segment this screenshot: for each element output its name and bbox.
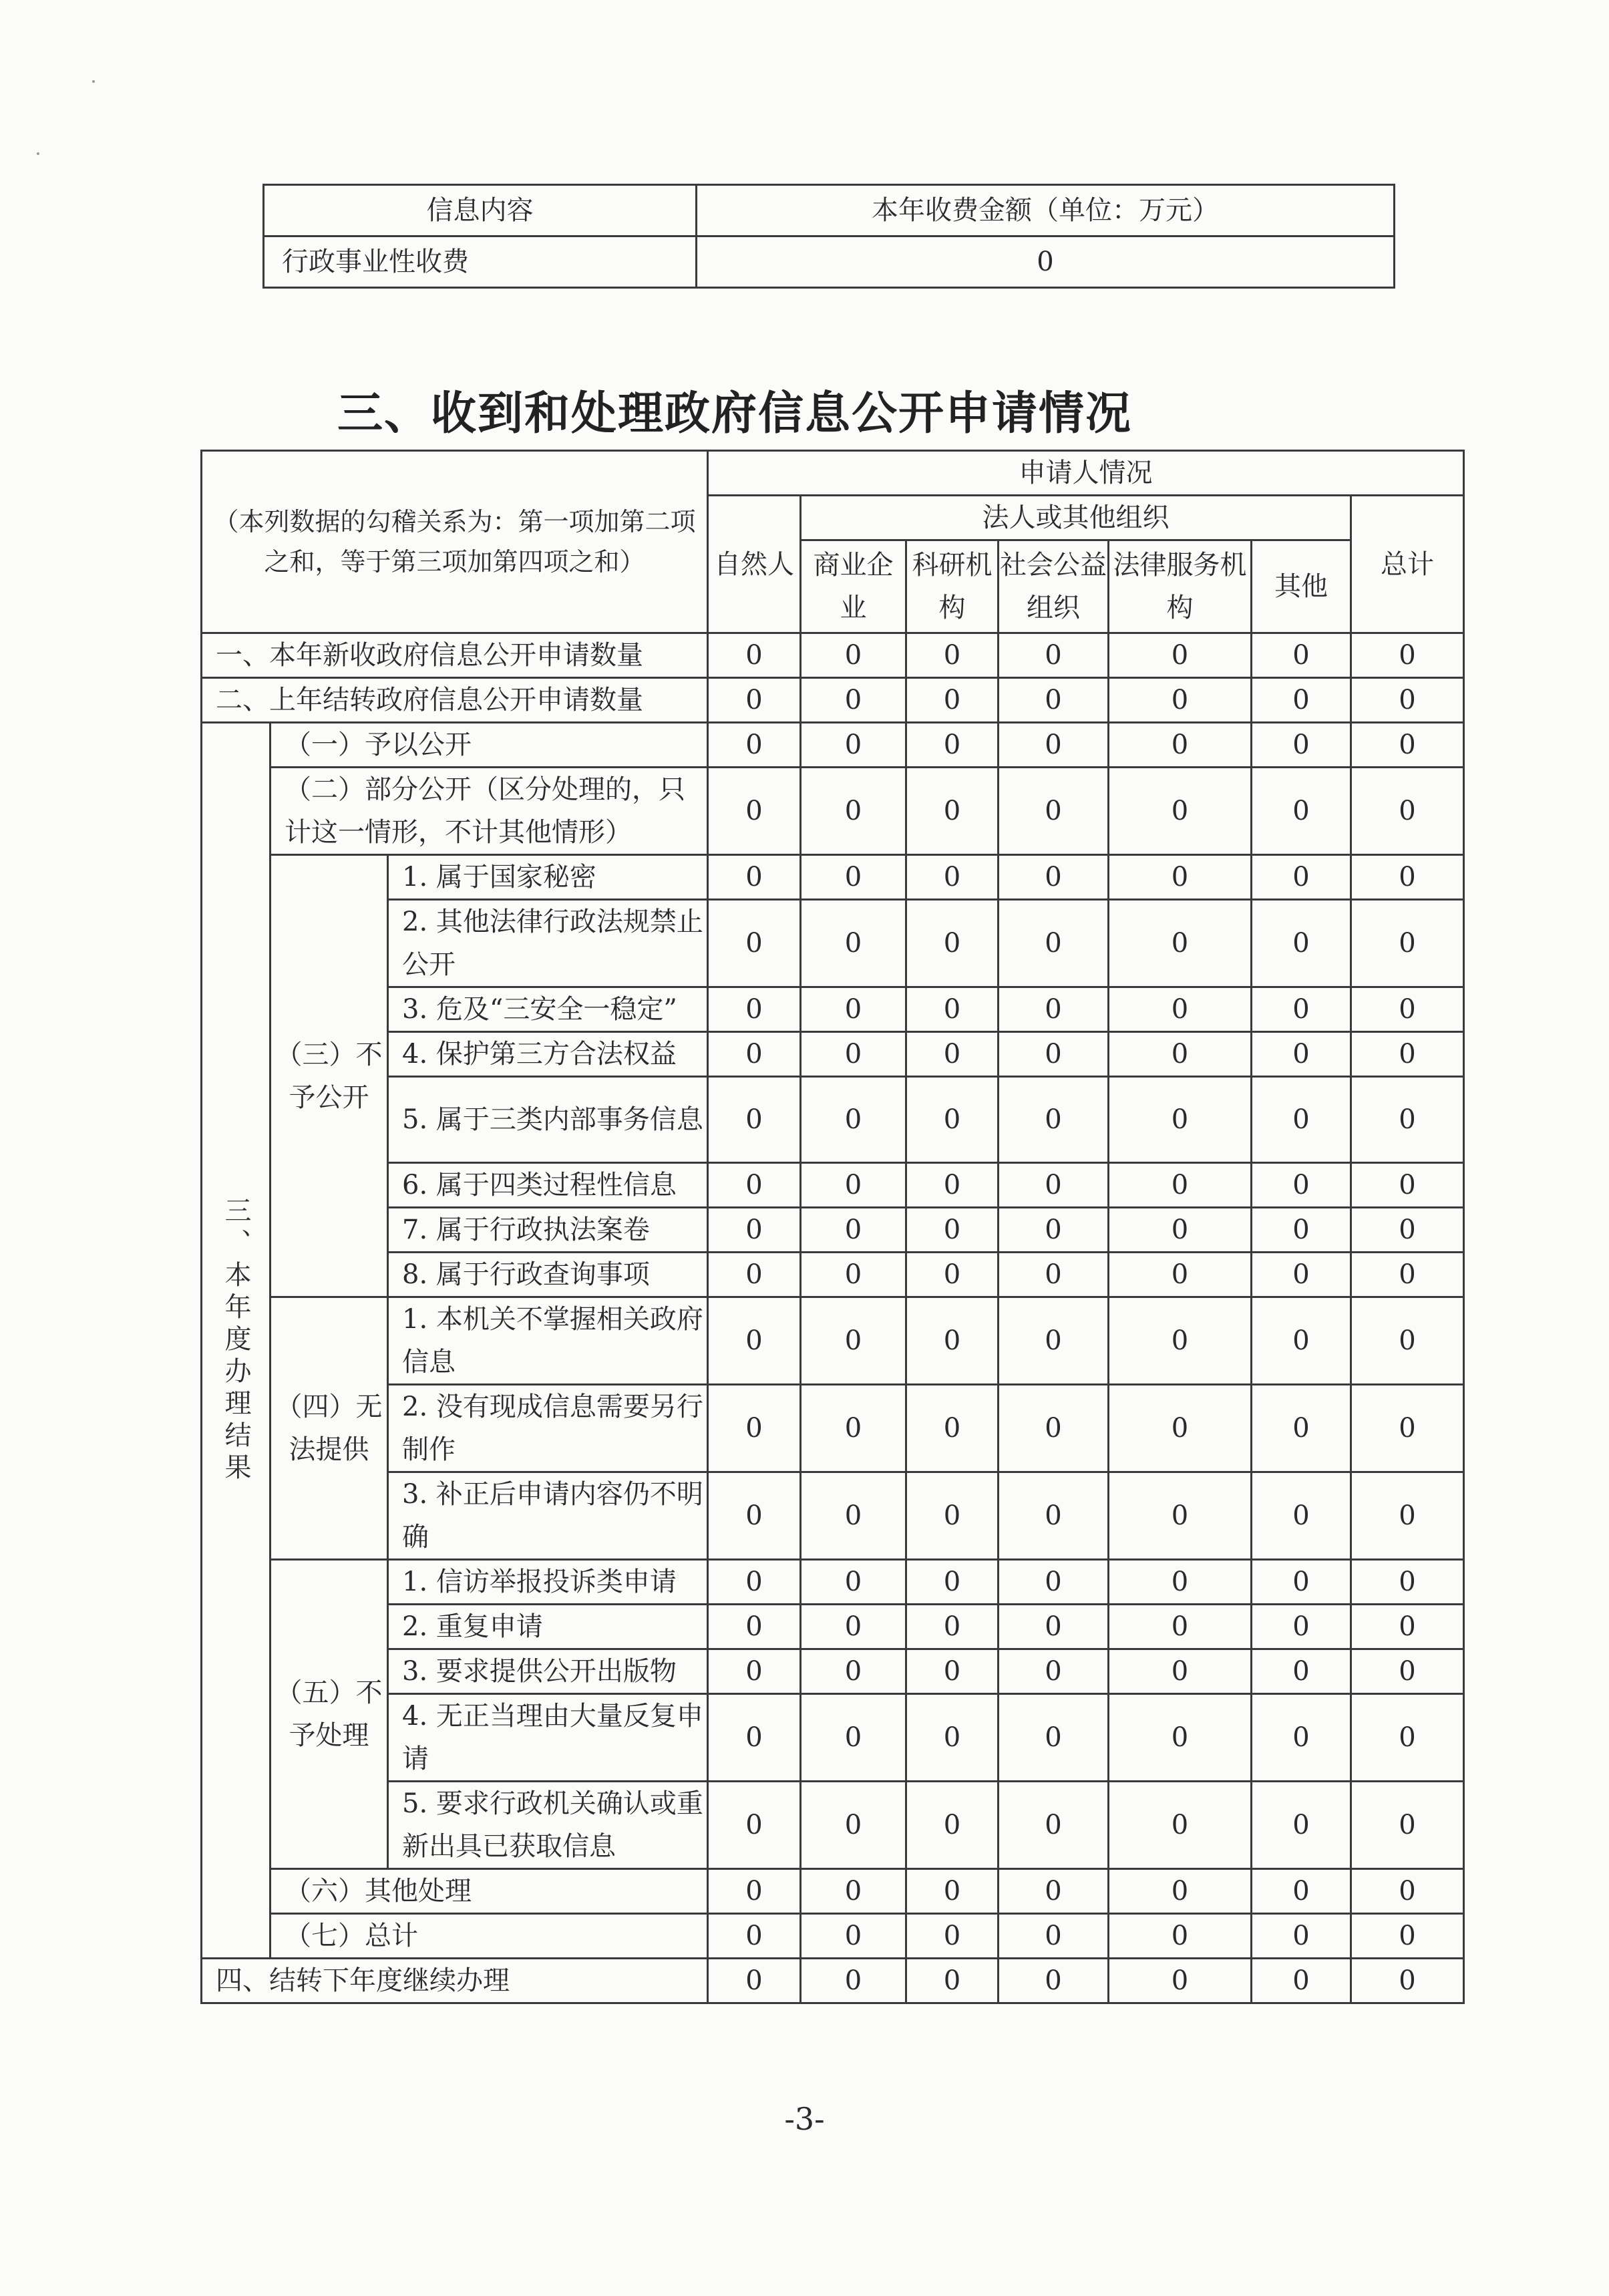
row-value: 0 <box>906 987 999 1032</box>
row-value: 0 <box>1351 1032 1464 1077</box>
row-value: 0 <box>906 1253 999 1297</box>
row-value: 0 <box>1252 987 1351 1032</box>
row-label: （七）总计 <box>271 1914 708 1959</box>
table-row <box>202 1914 1464 1959</box>
row-value: 0 <box>708 768 801 855</box>
row-value: 0 <box>801 1959 906 2003</box>
row-value: 0 <box>906 1560 999 1605</box>
row-value: 0 <box>708 1694 801 1782</box>
col-header-natural-person: 自然人 <box>708 496 801 633</box>
row-value: 0 <box>708 1869 801 1914</box>
group-not-disclosed: （三）不予公开 <box>271 855 388 1297</box>
row-label: 四、结转下年度继续办理 <box>202 1959 708 2003</box>
row-value: 0 <box>1109 768 1252 855</box>
row-value: 0 <box>801 1163 906 1208</box>
row-label: 2. 其他法律行政法规禁止公开 <box>388 900 708 987</box>
row-value: 0 <box>801 900 906 987</box>
row-label: 4. 保护第三方合法权益 <box>388 1032 708 1077</box>
table-row <box>202 855 1464 900</box>
row-label: （六）其他处理 <box>271 1869 708 1914</box>
row-value: 0 <box>708 678 801 723</box>
scan-speck <box>37 152 39 155</box>
row-label: 5. 要求行政机关确认或重新出具已获取信息 <box>388 1782 708 1869</box>
row-value: 0 <box>1252 1694 1351 1782</box>
table-row <box>202 1253 1464 1297</box>
row-value: 0 <box>1252 1605 1351 1649</box>
row-value: 0 <box>1109 1385 1252 1472</box>
row-value: 0 <box>801 1869 906 1914</box>
application-stats-table <box>200 450 1465 2004</box>
row-value: 0 <box>1351 1605 1464 1649</box>
row-value: 0 <box>999 1560 1109 1605</box>
row-value: 0 <box>906 1472 999 1560</box>
row-value: 0 <box>1252 1560 1351 1605</box>
row-value: 0 <box>1351 1694 1464 1782</box>
row-value: 0 <box>1109 900 1252 987</box>
row-value: 0 <box>999 1694 1109 1782</box>
row-value: 0 <box>1252 1297 1351 1385</box>
row-value: 0 <box>999 633 1109 678</box>
row-label: 8. 属于行政查询事项 <box>388 1253 708 1297</box>
row-value: 0 <box>708 1208 801 1253</box>
group-unable-to-provide: （四）无法提供 <box>271 1297 388 1560</box>
row-value: 0 <box>708 1914 801 1959</box>
group-annual-results: 三、本年度办理结果 <box>202 723 271 1959</box>
row-value: 0 <box>708 1385 801 1472</box>
row-value: 0 <box>1252 1782 1351 1869</box>
row-value: 0 <box>999 987 1109 1032</box>
row-value: 0 <box>906 1694 999 1782</box>
table-row <box>202 1032 1464 1077</box>
row-value: 0 <box>999 1605 1109 1649</box>
row-value: 0 <box>999 1385 1109 1472</box>
row-value: 0 <box>999 1472 1109 1560</box>
applicant-header: 申请人情况 <box>708 451 1464 496</box>
row-value: 0 <box>1252 855 1351 900</box>
row-value: 0 <box>801 1649 906 1694</box>
row-value: 0 <box>1252 678 1351 723</box>
row-value: 0 <box>1252 723 1351 768</box>
row-value: 0 <box>801 1694 906 1782</box>
row-label: 一、本年新收政府信息公开申请数量 <box>202 633 708 678</box>
col-header-social: 社会公益组织 <box>999 540 1109 633</box>
row-value: 0 <box>1351 1163 1464 1208</box>
row-value: 0 <box>1252 1914 1351 1959</box>
row-value: 0 <box>906 1959 999 2003</box>
col-header-research: 科研机构 <box>906 540 999 633</box>
table-row <box>202 633 1464 678</box>
row-value: 0 <box>906 678 999 723</box>
table-row <box>202 900 1464 987</box>
row-value: 0 <box>1109 987 1252 1032</box>
row-value: 0 <box>1109 1472 1252 1560</box>
row-value: 0 <box>906 768 999 855</box>
row-value: 0 <box>1351 1914 1464 1959</box>
row-value: 0 <box>1109 1297 1252 1385</box>
row-value: 0 <box>801 855 906 900</box>
row-value: 0 <box>708 1959 801 2003</box>
table-row <box>202 987 1464 1032</box>
row-value: 0 <box>1109 1914 1252 1959</box>
row-value: 0 <box>906 855 999 900</box>
row-label: 1. 信访举报投诉类申请 <box>388 1560 708 1605</box>
row-label: 3. 要求提供公开出版物 <box>388 1649 708 1694</box>
row-value: 0 <box>999 1163 1109 1208</box>
row-value: 0 <box>1109 1163 1252 1208</box>
row-value: 0 <box>801 633 906 678</box>
row-value: 0 <box>1351 1385 1464 1472</box>
row-value: 0 <box>708 1077 801 1163</box>
row-label: 6. 属于四类过程性信息 <box>388 1163 708 1208</box>
row-value: 0 <box>801 723 906 768</box>
row-value: 0 <box>1109 1605 1252 1649</box>
row-value: 0 <box>801 768 906 855</box>
row-label: 3. 危及“三安全一稳定” <box>388 987 708 1032</box>
row-value: 0 <box>801 1253 906 1297</box>
row-label: 3. 补正后申请内容仍不明确 <box>388 1472 708 1560</box>
row-value: 0 <box>906 1782 999 1869</box>
row-value: 0 <box>1351 633 1464 678</box>
row-value: 0 <box>906 900 999 987</box>
row-value: 0 <box>801 987 906 1032</box>
row-value: 0 <box>1351 1472 1464 1560</box>
page-number: -3- <box>784 2101 825 2137</box>
row-value: 0 <box>906 1297 999 1385</box>
row-value: 0 <box>1351 1649 1464 1694</box>
row-value: 0 <box>1109 1782 1252 1869</box>
row-value: 0 <box>1252 1208 1351 1253</box>
row-value: 0 <box>999 1914 1109 1959</box>
table-row <box>202 723 1464 768</box>
table-row <box>202 1163 1464 1208</box>
row-value: 0 <box>1252 1959 1351 2003</box>
row-value: 0 <box>1351 768 1464 855</box>
row-value: 0 <box>1351 723 1464 768</box>
fee-table <box>262 184 1395 289</box>
row-value: 0 <box>801 1032 906 1077</box>
row-value: 0 <box>1351 900 1464 987</box>
row-value: 0 <box>906 723 999 768</box>
row-value: 0 <box>708 633 801 678</box>
legal-entity-header: 法人或其他组织 <box>801 496 1351 540</box>
row-value: 0 <box>708 723 801 768</box>
row-value: 0 <box>999 1297 1109 1385</box>
row-value: 0 <box>708 1163 801 1208</box>
row-value: 0 <box>1109 1253 1252 1297</box>
row-label: （一）予以公开 <box>271 723 708 768</box>
row-value: 0 <box>906 1649 999 1694</box>
table-row <box>202 1560 1464 1605</box>
fee-row-label: 行政事业性收费 <box>264 236 697 288</box>
col-header-legal-service: 法律服务机构 <box>1109 540 1252 633</box>
row-value: 0 <box>1252 1253 1351 1297</box>
table-row <box>202 1694 1464 1782</box>
row-value: 0 <box>801 1782 906 1869</box>
row-value: 0 <box>1109 633 1252 678</box>
group-not-processed: （五）不予处理 <box>271 1560 388 1869</box>
row-value: 0 <box>801 1914 906 1959</box>
row-value: 0 <box>999 1253 1109 1297</box>
row-value: 0 <box>1252 1472 1351 1560</box>
row-value: 0 <box>906 1032 999 1077</box>
row-value: 0 <box>1351 1869 1464 1914</box>
row-value: 0 <box>999 1649 1109 1694</box>
row-value: 0 <box>801 1472 906 1560</box>
row-value: 0 <box>1109 1694 1252 1782</box>
row-value: 0 <box>708 1472 801 1560</box>
row-value: 0 <box>1351 678 1464 723</box>
table-row <box>202 1959 1464 2003</box>
row-value: 0 <box>906 1914 999 1959</box>
row-value: 0 <box>801 1297 906 1385</box>
row-value: 0 <box>708 1782 801 1869</box>
row-value: 0 <box>1351 1782 1464 1869</box>
row-label: 1. 属于国家秘密 <box>388 855 708 900</box>
row-value: 0 <box>999 723 1109 768</box>
row-value: 0 <box>801 678 906 723</box>
row-label: 2. 没有现成信息需要另行制作 <box>388 1385 708 1472</box>
row-value: 0 <box>708 987 801 1032</box>
row-label: 2. 重复申请 <box>388 1605 708 1649</box>
row-value: 0 <box>1252 768 1351 855</box>
row-value: 0 <box>1351 987 1464 1032</box>
row-value: 0 <box>1109 723 1252 768</box>
row-value: 0 <box>906 1385 999 1472</box>
row-value: 0 <box>708 1297 801 1385</box>
row-value: 0 <box>906 1077 999 1163</box>
table-row <box>202 1297 1464 1385</box>
table-note: （本列数据的勾稽关系为：第一项加第二项之和，等于第三项加第四项之和） <box>202 451 708 633</box>
fee-row-value: 0 <box>697 236 1395 288</box>
row-value: 0 <box>708 1560 801 1605</box>
col-header-commercial: 商业企业 <box>801 540 906 633</box>
row-value: 0 <box>999 1032 1109 1077</box>
row-value: 0 <box>999 768 1109 855</box>
row-label: 二、上年结转政府信息公开申请数量 <box>202 678 708 723</box>
table-row <box>202 1077 1464 1163</box>
row-value: 0 <box>1351 855 1464 900</box>
row-value: 0 <box>1109 1869 1252 1914</box>
row-value: 0 <box>906 1605 999 1649</box>
row-value: 0 <box>708 1253 801 1297</box>
row-value: 0 <box>1109 678 1252 723</box>
row-value: 0 <box>999 1959 1109 2003</box>
row-value: 0 <box>708 855 801 900</box>
row-value: 0 <box>1351 1297 1464 1385</box>
col-header-other: 其他 <box>1252 540 1351 633</box>
fee-header-left: 信息内容 <box>264 185 697 236</box>
row-value: 0 <box>1252 1032 1351 1077</box>
table-row <box>202 1385 1464 1472</box>
fee-header-right: 本年收费金额（单位：万元） <box>697 185 1395 236</box>
row-value: 0 <box>1252 1869 1351 1914</box>
row-label: （二）部分公开（区分处理的，只计这一情形，不计其他情形） <box>271 768 708 855</box>
row-value: 0 <box>906 633 999 678</box>
table-row <box>202 1208 1464 1253</box>
row-value: 0 <box>1109 1077 1252 1163</box>
row-value: 0 <box>999 900 1109 987</box>
row-label: 7. 属于行政执法案卷 <box>388 1208 708 1253</box>
row-value: 0 <box>1109 1560 1252 1605</box>
table-row <box>202 768 1464 855</box>
scan-speck <box>92 80 95 83</box>
row-value: 0 <box>906 1208 999 1253</box>
row-label: 1. 本机关不掌握相关政府信息 <box>388 1297 708 1385</box>
row-value: 0 <box>708 1605 801 1649</box>
row-value: 0 <box>1252 633 1351 678</box>
row-value: 0 <box>801 1605 906 1649</box>
row-label: 4. 无正当理由大量反复申请 <box>388 1694 708 1782</box>
row-value: 0 <box>1252 1385 1351 1472</box>
row-value: 0 <box>1351 1208 1464 1253</box>
row-value: 0 <box>999 1077 1109 1163</box>
table-row <box>202 1649 1464 1694</box>
table-row <box>202 1782 1464 1869</box>
table-row <box>202 1472 1464 1560</box>
row-value: 0 <box>1351 1959 1464 2003</box>
row-value: 0 <box>1351 1253 1464 1297</box>
table-row <box>202 1869 1464 1914</box>
row-value: 0 <box>999 1782 1109 1869</box>
row-value: 0 <box>708 900 801 987</box>
row-value: 0 <box>708 1032 801 1077</box>
row-value: 0 <box>906 1869 999 1914</box>
row-value: 0 <box>999 678 1109 723</box>
table-row <box>202 1605 1464 1649</box>
section-title: 三、收到和处理政府信息公开申请情况 <box>337 387 1133 440</box>
row-value: 0 <box>1252 900 1351 987</box>
row-value: 0 <box>801 1385 906 1472</box>
table-row <box>202 678 1464 723</box>
row-value: 0 <box>708 1649 801 1694</box>
row-value: 0 <box>1252 1163 1351 1208</box>
row-value: 0 <box>1351 1077 1464 1163</box>
row-value: 0 <box>1109 1649 1252 1694</box>
row-value: 0 <box>999 855 1109 900</box>
row-value: 0 <box>999 1869 1109 1914</box>
row-value: 0 <box>1109 1032 1252 1077</box>
row-value: 0 <box>801 1560 906 1605</box>
row-label: 5. 属于三类内部事务信息 <box>388 1077 708 1163</box>
row-value: 0 <box>1109 1959 1252 2003</box>
row-value: 0 <box>801 1208 906 1253</box>
row-value: 0 <box>906 1163 999 1208</box>
row-value: 0 <box>1109 855 1252 900</box>
row-value: 0 <box>801 1077 906 1163</box>
row-value: 0 <box>1252 1077 1351 1163</box>
row-value: 0 <box>1252 1649 1351 1694</box>
row-value: 0 <box>1109 1208 1252 1253</box>
col-header-total: 总计 <box>1351 496 1464 633</box>
row-value: 0 <box>1351 1560 1464 1605</box>
row-value: 0 <box>999 1208 1109 1253</box>
